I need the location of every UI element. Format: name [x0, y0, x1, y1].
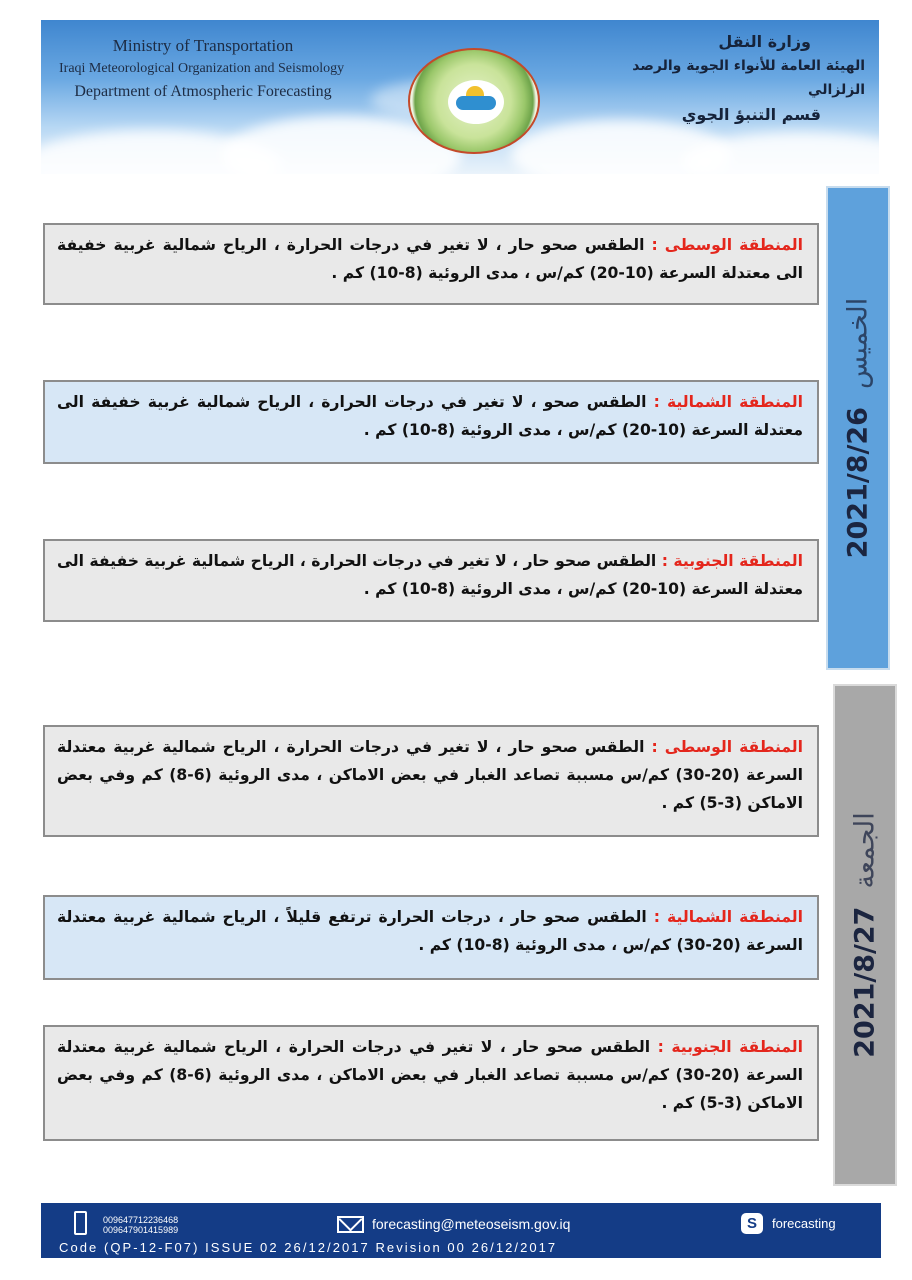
mail-icon: [337, 1216, 364, 1233]
forecast-south-day2: [43, 1025, 819, 1141]
department-name-ar: قسم التنبؤ الجوي: [681, 105, 821, 124]
region-label: المنطقة الجنوبية :: [661, 552, 803, 570]
weekday-label: الخميس: [842, 297, 874, 390]
email-link[interactable]: forecasting@meteoseism.gov.iq: [372, 1216, 571, 1232]
phone-numbers: [103, 1215, 178, 1235]
day-label-thursday: [826, 186, 890, 670]
phone-number: 009647901415989: [103, 1225, 179, 1235]
header-banner: [41, 20, 879, 174]
forecast-text: الطقس صحو حار ، درجات الحرارة ترتفع قليلاً ، الرياح شمالية غربية معتدلة السرعة (20-30) كم/س ، مدى الروئية (8-10) كم .: [57, 908, 803, 954]
forecast-central-day1: [43, 223, 819, 305]
ministry-name-ar: وزارة النقل: [718, 32, 811, 51]
organization-name-ar: الهيئة العامة للأنواء الجوية والرصد الزلزالي: [632, 58, 865, 98]
region-label: المنطقة الشمالية :: [653, 393, 804, 411]
forecast-text: الطقس صحو ، لا تغير في درجات الحرارة ، الرياح شمالية غربية خفيفة الى معتدلة السرعة (10-20) كم/س ، مدى الروئية (8-10) كم .: [57, 393, 803, 439]
organization-seal-icon: [408, 48, 540, 154]
forecast-text: الطقس صحو حار ، لا تغير في درجات الحرارة ، الرياح شمالية غربية خفيفة الى معتدلة السرعة (10-20) كم/س ، مدى الروئية (8-10) كم .: [57, 236, 803, 282]
skype-icon: S: [741, 1213, 763, 1234]
date-label: 2021/8/27: [849, 906, 881, 1058]
forecast-north-day2: [43, 895, 819, 980]
forecast-south-day1: [43, 539, 819, 622]
day-label-friday: [833, 684, 897, 1186]
footer-bar: [41, 1203, 881, 1258]
organization-name-en: Iraqi Meteorological Organization and Seismology: [59, 61, 345, 76]
skype-handle[interactable]: forecasting: [772, 1216, 836, 1231]
forecast-text: الطقس صحو حار ، لا تغير في درجات الحرارة ، الرياح شمالية غربية معتدلة السرعة (20-30) كم/س مسببة تصاعد الغبار في بعض الاماكن ، مدى الروئية (6-8) كم وفي بعض الاماكن (3-5) كم .: [57, 738, 804, 812]
weekday-label: الجمعة: [849, 812, 881, 889]
ministry-name-en: Ministry of Transportation: [112, 36, 294, 55]
department-name-en: Department of Atmospheric Forecasting: [74, 83, 332, 100]
region-label: المنطقة الوسطى :: [651, 236, 803, 254]
forecast-central-day2: [43, 725, 819, 837]
date-label: 2021/8/26: [842, 407, 874, 559]
document-code: Code (QP-12-F07) ISSUE 02 26/12/2017 Revision 00 26/12/2017: [59, 1240, 558, 1255]
header-english-text: [53, 34, 353, 104]
region-label: المنطقة الجنوبية :: [657, 1038, 803, 1056]
header-arabic-text: [605, 30, 865, 128]
region-label: المنطقة الوسطى :: [651, 738, 803, 756]
phone-icon: [74, 1211, 87, 1235]
region-label: المنطقة الشمالية :: [653, 908, 803, 926]
forecast-text: الطقس صحو حار ، لا تغير في درجات الحرارة ، الرياح شمالية غربية معتدلة السرعة (20-30) كم/س مسببة تصاعد الغبار في بعض الاماكن ، مدى الروئية (6-8) كم وفي بعض الاماكن (3-5) كم .: [57, 1038, 804, 1112]
forecast-north-day1: [43, 380, 819, 464]
phone-number: 009647712236468: [103, 1215, 179, 1225]
forecast-text: الطقس صحو حار ، لا تغير في درجات الحرارة ، الرياح شمالية غربية خفيفة الى معتدلة السرعة (10-20) كم/س ، مدى الروئية (8-10) كم .: [57, 552, 803, 598]
